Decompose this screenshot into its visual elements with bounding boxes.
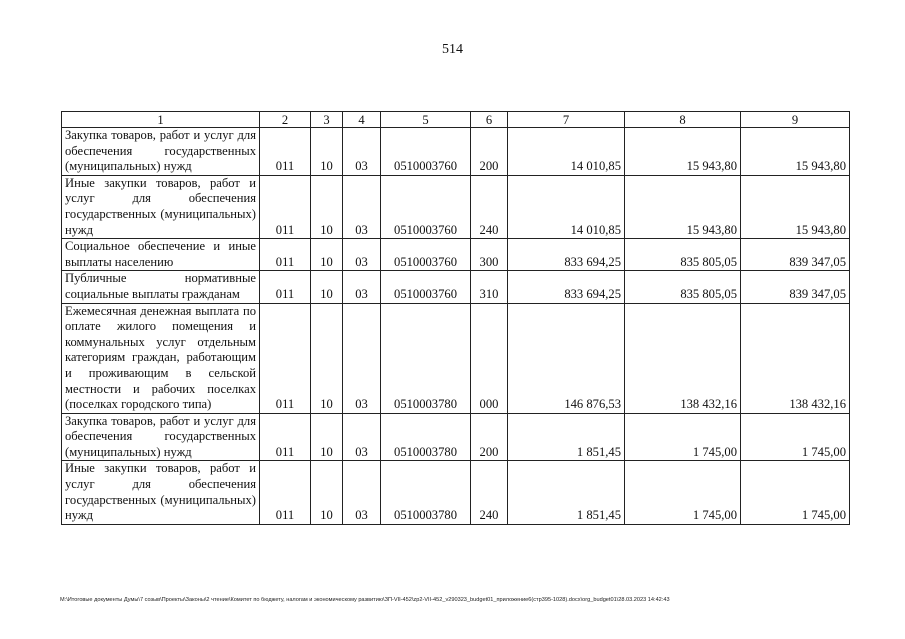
page-number: 514	[442, 42, 463, 57]
header-row	[62, 112, 850, 128]
row-col-7: 833 694,25	[508, 239, 625, 271]
row-col-3: 10	[311, 271, 343, 303]
row-col-4: 03	[343, 461, 381, 524]
row-name: Иные закупки товаров, работ и услуг для обеспечения государственных (муниципальных) нужд	[62, 461, 260, 524]
row-col-5: 0510003760	[381, 239, 471, 271]
row-col-7: 1 851,45	[508, 461, 625, 524]
row-col-9: 138 432,16	[741, 303, 850, 413]
table-row	[62, 413, 850, 461]
header-col-9: 9	[741, 112, 850, 128]
document-path-footer: М:\Итоговые документы Думы\7 созыв\Проекты\Законы\2 чтение\Комитет по бюджету, налогам и экономическому развитию\ЗП-VII-452\zp2-VII-452_v290323_budget01_приложение6(стр395-1028).docx\org_budget01\28.03.2023 14:42:43	[60, 597, 670, 603]
row-col-2: 011	[260, 303, 311, 413]
row-name: Публичные нормативные социальные выплаты гражданам	[62, 271, 260, 303]
row-col-4: 03	[343, 303, 381, 413]
row-col-8: 835 805,05	[625, 271, 741, 303]
row-col-2: 011	[260, 239, 311, 271]
row-col-4: 03	[343, 271, 381, 303]
row-col-6: 200	[471, 413, 508, 461]
row-name: Социальное обеспечение и иные выплаты населению	[62, 239, 260, 271]
row-col-7: 1 851,45	[508, 413, 625, 461]
row-col-8: 138 432,16	[625, 303, 741, 413]
row-col-7: 14 010,85	[508, 128, 625, 176]
row-col-9: 839 347,05	[741, 271, 850, 303]
row-col-7: 833 694,25	[508, 271, 625, 303]
row-col-8: 1 745,00	[625, 461, 741, 524]
table-header	[62, 112, 850, 128]
row-col-6: 300	[471, 239, 508, 271]
row-col-2: 011	[260, 271, 311, 303]
row-col-7: 14 010,85	[508, 175, 625, 238]
header-col-5: 5	[381, 112, 471, 128]
row-col-9: 1 745,00	[741, 413, 850, 461]
row-col-3: 10	[311, 239, 343, 271]
row-col-2: 011	[260, 461, 311, 524]
table-row	[62, 128, 850, 176]
row-col-2: 011	[260, 413, 311, 461]
row-col-6: 200	[471, 128, 508, 176]
table-row	[62, 175, 850, 238]
row-col-6: 240	[471, 175, 508, 238]
row-col-8: 1 745,00	[625, 413, 741, 461]
row-col-5: 0510003760	[381, 175, 471, 238]
table-row	[62, 461, 850, 524]
row-name: Закупка товаров, работ и услуг для обеспечения государственных (муниципальных) нужд	[62, 128, 260, 176]
row-col-3: 10	[311, 303, 343, 413]
row-col-4: 03	[343, 175, 381, 238]
row-col-3: 10	[311, 128, 343, 176]
row-col-6: 000	[471, 303, 508, 413]
header-col-1: 1	[62, 112, 260, 128]
row-col-4: 03	[343, 128, 381, 176]
header-col-2: 2	[260, 112, 311, 128]
header-col-7: 7	[508, 112, 625, 128]
header-col-3: 3	[311, 112, 343, 128]
row-name: Иные закупки товаров, работ и услуг для обеспечения государственных (муниципальных) нужд	[62, 175, 260, 238]
row-name: Закупка товаров, работ и услуг для обеспечения государственных (муниципальных) нужд	[62, 413, 260, 461]
row-col-6: 310	[471, 271, 508, 303]
header-col-4: 4	[343, 112, 381, 128]
row-col-5: 0510003760	[381, 128, 471, 176]
row-col-5: 0510003780	[381, 413, 471, 461]
row-col-4: 03	[343, 413, 381, 461]
row-col-2: 011	[260, 128, 311, 176]
table-row	[62, 271, 850, 303]
row-col-3: 10	[311, 413, 343, 461]
row-col-2: 011	[260, 175, 311, 238]
header-col-8: 8	[625, 112, 741, 128]
row-name: Ежемесячная денежная выплата по оплате жилого помещения и коммунальных услуг отдельным категориям граждан, работающим и проживающим в сельской местности и рабочих поселках (поселках городского типа)	[62, 303, 260, 413]
row-col-9: 839 347,05	[741, 239, 850, 271]
row-col-7: 146 876,53	[508, 303, 625, 413]
row-col-4: 03	[343, 239, 381, 271]
row-col-8: 835 805,05	[625, 239, 741, 271]
row-col-8: 15 943,80	[625, 175, 741, 238]
row-col-5: 0510003760	[381, 271, 471, 303]
row-col-9: 1 745,00	[741, 461, 850, 524]
header-col-6: 6	[471, 112, 508, 128]
table-row	[62, 303, 850, 413]
table-row	[62, 239, 850, 271]
budget-table	[61, 111, 850, 525]
row-col-6: 240	[471, 461, 508, 524]
row-col-5: 0510003780	[381, 303, 471, 413]
row-col-9: 15 943,80	[741, 128, 850, 176]
row-col-3: 10	[311, 175, 343, 238]
row-col-5: 0510003780	[381, 461, 471, 524]
row-col-3: 10	[311, 461, 343, 524]
row-col-9: 15 943,80	[741, 175, 850, 238]
row-col-8: 15 943,80	[625, 128, 741, 176]
